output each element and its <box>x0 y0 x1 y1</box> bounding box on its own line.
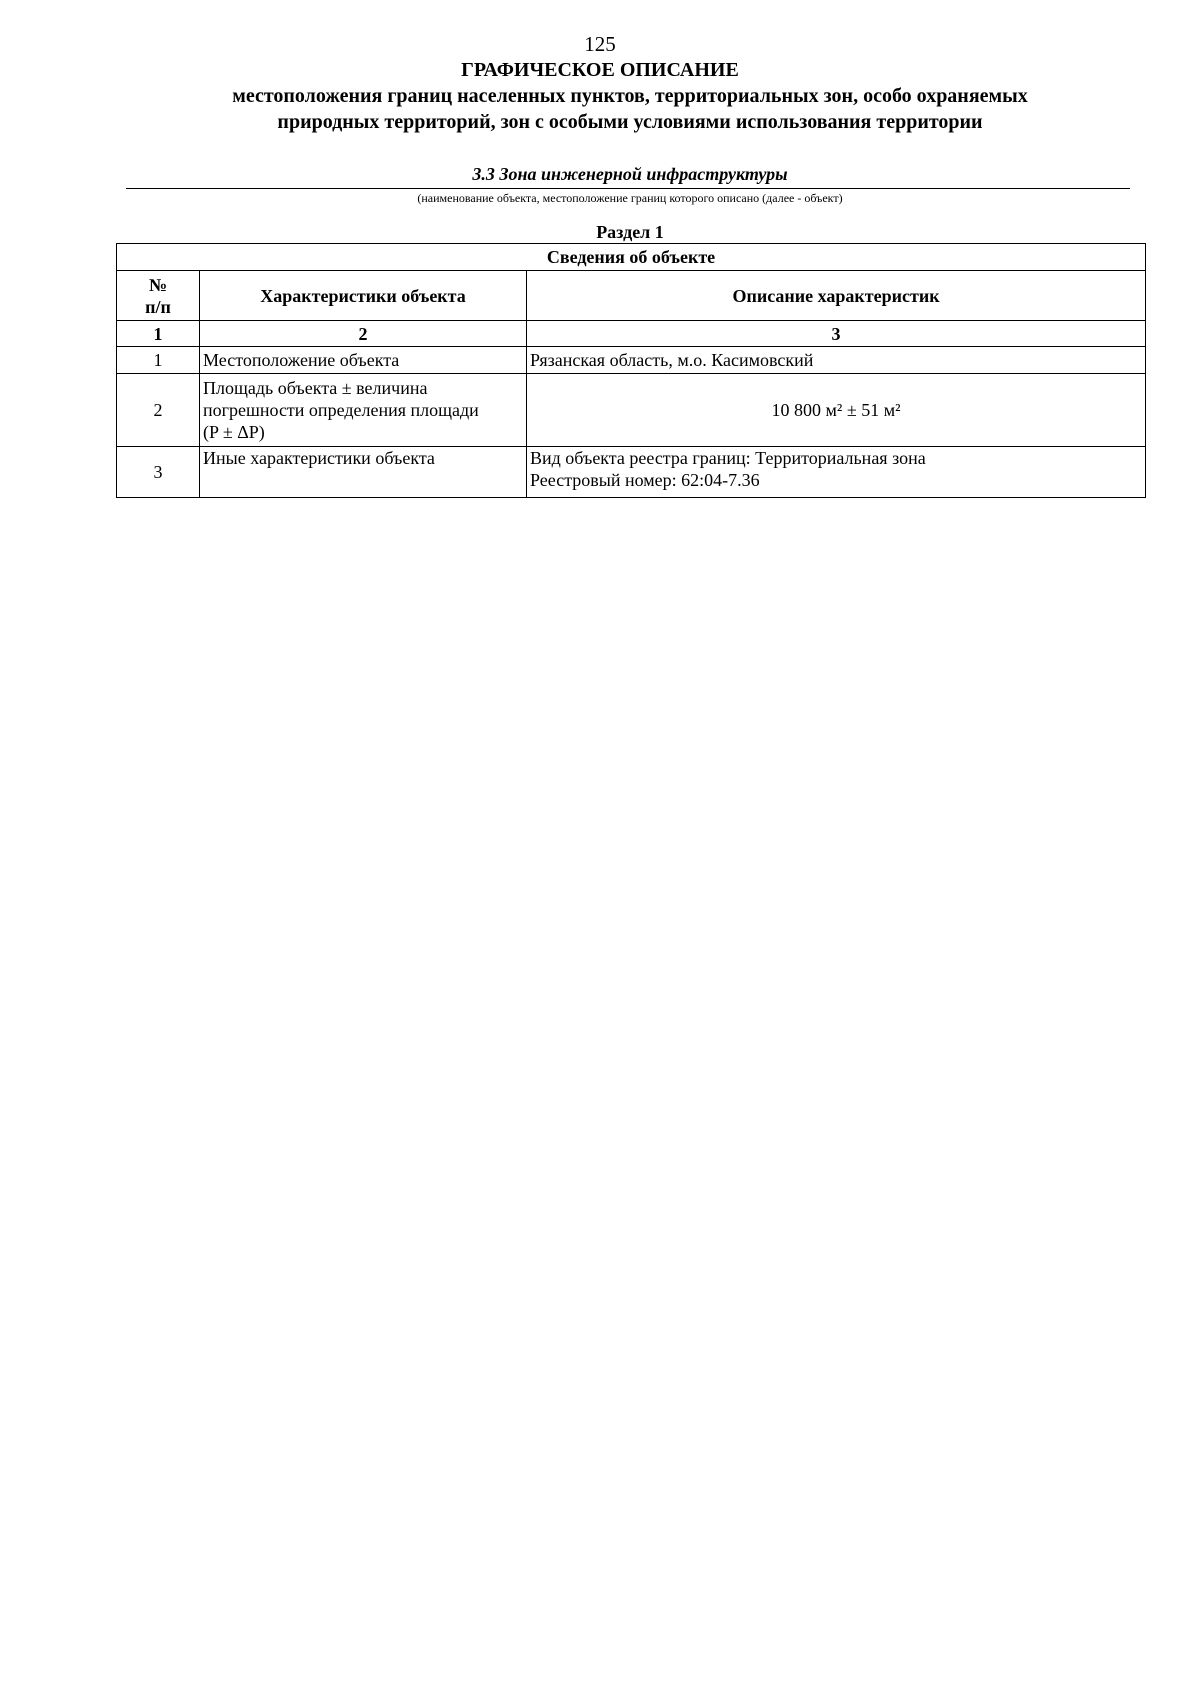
row-number: 1 <box>117 347 200 374</box>
table-row <box>117 447 1146 498</box>
object-name-caption: (наименование объекта, местоположение границ которого описано (далее - объект) <box>417 191 843 205</box>
row-number: 2 <box>117 374 200 447</box>
row-characteristic: Местоположение объекта <box>200 347 527 374</box>
object-info-table <box>116 243 1146 498</box>
row-characteristic-line: погрешности определения площади <box>203 400 479 420</box>
table-header-row <box>117 271 1146 321</box>
header-number <box>117 271 200 321</box>
object-name: 3.3 Зона инженерной инфраструктуры <box>472 164 788 184</box>
header-number-line2: п/п <box>145 296 171 317</box>
row-characteristic: Иные характеристики объекта <box>200 447 527 498</box>
page-number: 125 <box>584 32 616 56</box>
row-description: 10 800 м² ± 51 м² <box>527 374 1146 447</box>
table-caption-row <box>117 244 1146 271</box>
row-characteristic-line: Площадь объекта ± величина <box>203 378 428 398</box>
section-title: Раздел 1 <box>596 222 664 242</box>
object-name-underline <box>126 188 1130 189</box>
row-number: 3 <box>117 447 200 498</box>
column-number: 1 <box>117 321 200 347</box>
row-description-line: Реестровый номер: 62:04-7.36 <box>530 470 760 490</box>
row-characteristic <box>200 374 527 447</box>
column-number: 2 <box>200 321 527 347</box>
table-caption: Сведения об объекте <box>117 244 1146 271</box>
document-subtitle: местоположения границ населенных пунктов, территориальных зон, особо охраняемых природных территорий, зон с особыми условиями использования территории <box>232 85 1028 133</box>
table-row <box>117 374 1146 447</box>
table-row <box>117 347 1146 374</box>
row-characteristic-line: (P ± ΔP) <box>203 422 265 442</box>
header-characteristics: Характеристики объекта <box>200 271 527 321</box>
column-number-row <box>117 321 1146 347</box>
document-title: ГРАФИЧЕСКОЕ ОПИСАНИЕ <box>461 59 739 81</box>
header-number-line1: № <box>148 274 168 295</box>
row-description <box>527 447 1146 498</box>
row-description: Рязанская область, м.о. Касимовский <box>527 347 1146 374</box>
row-description-line: Вид объекта реестра границ: Территориальная зона <box>530 448 926 468</box>
column-number: 3 <box>527 321 1146 347</box>
header-description: Описание характеристик <box>527 271 1146 321</box>
